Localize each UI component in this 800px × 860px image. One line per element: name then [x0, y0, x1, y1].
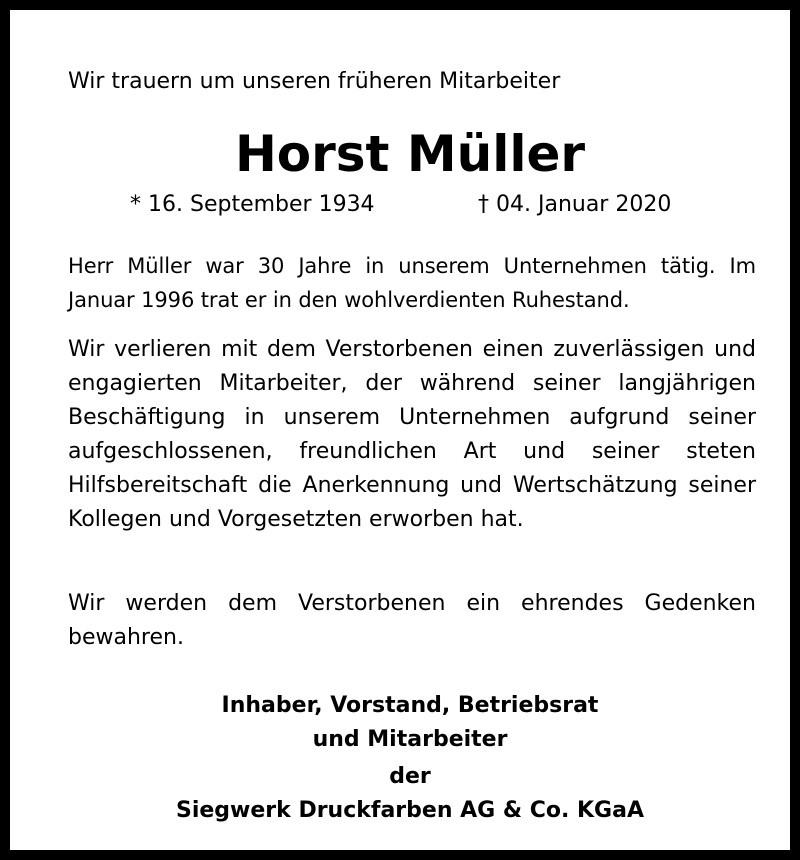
paragraph-remembrance: Wir werden dem Verstorbenen ein ehrendes Gedenken bewahren.	[68, 591, 756, 650]
birth-date: * 16. September 1934	[130, 192, 375, 217]
signature-company: Siegwerk Druckfarben AG & Co. KGaA	[176, 798, 644, 823]
signature-line: der	[389, 764, 431, 789]
paragraph-service: Herr Müller war 30 Jahre in unserem Unternehmen tätig. Im Januar 1996 trat er in den wohlverdienten Ruhestand.	[68, 254, 756, 312]
deceased-name: Horst Müller	[234, 125, 586, 183]
intro-text: Wir trauern um unseren früheren Mitarbeiter	[68, 69, 561, 94]
death-date: † 04. Januar 2020	[478, 192, 672, 217]
paragraph-tribute: Wir verlieren mit dem Verstorbenen einen zuverlässigen und engagierten Mitarbeiter, der während seiner langjährigen Beschäftigung in unserem Unternehmen aufgrund seiner aufgeschlossenen, freundlichen Art und seiner steten Hilfsbereitschaft die Anerkennung und Wertschätzung seiner Kollegen und Vorgesetzten erworben hat.	[68, 337, 756, 532]
signature-line: Inhaber, Vorstand, Betriebsrat	[221, 693, 599, 718]
signature-line: und Mitarbeiter	[312, 727, 508, 752]
